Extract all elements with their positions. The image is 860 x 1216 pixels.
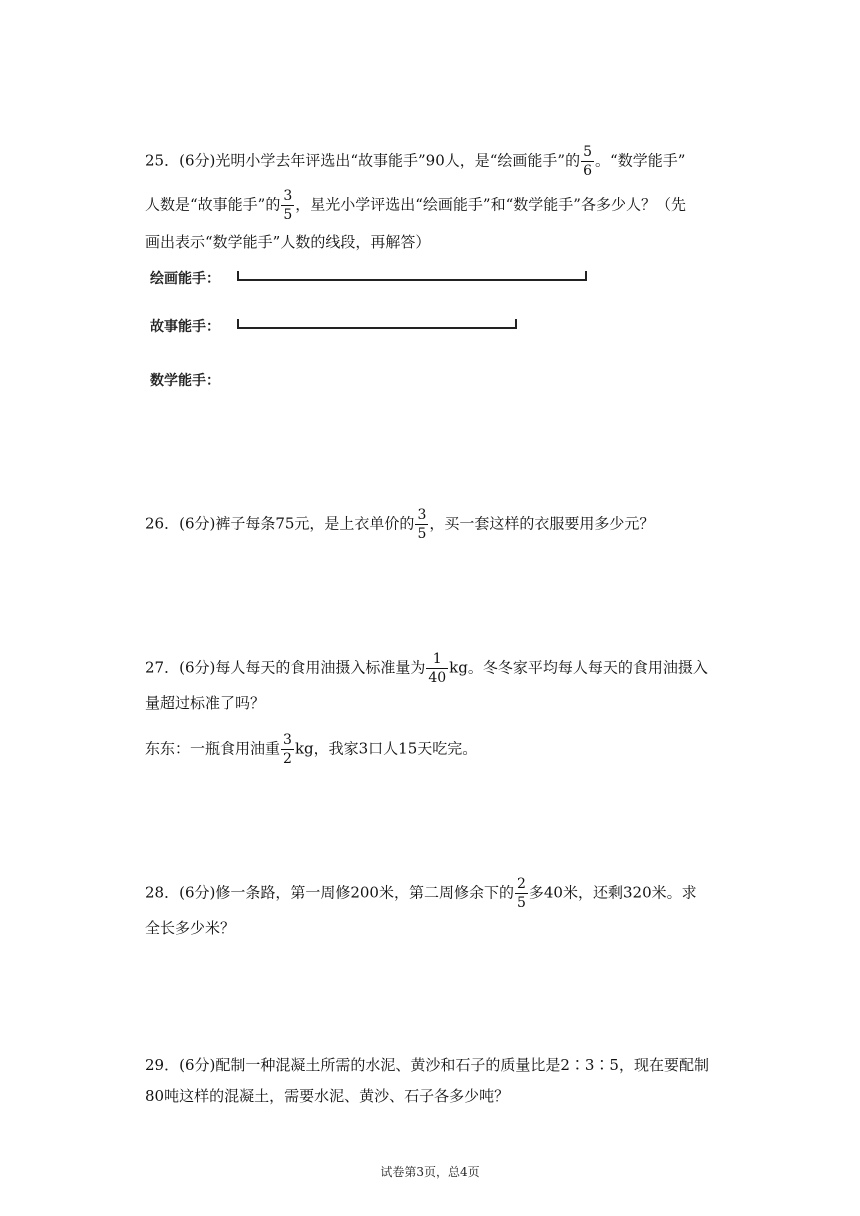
q26-fraction-3-5: $\frac{3}{5}$ <box>417 507 427 542</box>
q28-text-1b: 多40米，还剩320米。求 <box>528 883 697 902</box>
q27-fraction-3-2: $\frac{3}{2}$ <box>283 732 292 767</box>
q27-text-2: 量超过标准了吗？ <box>145 694 266 712</box>
q29-line-2 <box>145 1086 509 1106</box>
q27-text-3a: 东东：一瓶食用油重 <box>145 739 281 758</box>
q28-line-2 <box>145 918 235 938</box>
q26-line <box>145 508 654 541</box>
q25-text-3: 画出表示“数学能手”人数的线段，再解答） <box>145 233 431 251</box>
q28-fraction-2-5: $\frac{2}{5}$ <box>516 876 526 911</box>
q27-line-3 <box>145 733 477 766</box>
q26-text-b: ，买一套这样的衣服要用多少元？ <box>429 514 655 533</box>
q25-text-1b: 。“数学能手” <box>595 151 686 170</box>
q27-line-1 <box>145 652 708 685</box>
q25-line-3 <box>145 232 430 252</box>
q27-fraction-1-40: $\frac{1}{40}$ <box>428 651 447 686</box>
q26-text-a: 26．(6分)裤子每条75元，是上衣单价的 <box>145 514 415 533</box>
q29-line-1 <box>145 1055 709 1075</box>
q28-text-1a: 28．(6分)修一条路，第一周修200米，第二周修余下的 <box>145 883 514 902</box>
math-label: 数学能手： <box>150 373 220 389</box>
q25-line-1 <box>145 145 685 178</box>
q29-text-2: 80吨这样的混凝土，需要水泥、黄沙、石子各多少吨？ <box>145 1087 510 1105</box>
q27-text-3b: kg，我家3口人15天吃完。 <box>294 739 478 758</box>
q27-text-1b: kg。冬冬家平均每人每天的食用油摄入 <box>449 658 708 677</box>
page-footer: 试卷第3页，总4页 <box>380 1165 480 1179</box>
q25-fraction-5-6: $\frac{5}{6}$ <box>583 144 593 179</box>
painting-label: 绘画能手： <box>150 271 220 287</box>
q29-text-1: 29．(6分)配制一种混凝土所需的水泥、黄沙和石子的质量比是2∶3∶5，现在要配制 <box>145 1056 709 1074</box>
q27-text-1a: 27．(6分)每人每天的食用油摄入标准量为 <box>145 658 426 677</box>
q25-text-2b: ，星光小学评选出“绘画能手”和“数学能手”各多少人？（先 <box>295 195 686 214</box>
painting-segment <box>237 271 587 281</box>
q28-text-2: 全长多少米？ <box>145 919 236 937</box>
q27-line-2 <box>145 693 265 713</box>
q25-text-1a: 25．(6分)光明小学去年评选出“故事能手”90人，是“绘画能手”的 <box>145 151 581 170</box>
q25-line-2 <box>145 189 686 222</box>
story-label: 故事能手： <box>150 319 220 335</box>
story-segment <box>237 319 517 329</box>
q25-fraction-3-5: $\frac{3}{5}$ <box>283 188 293 223</box>
q25-text-2a: 人数是“故事能手”的 <box>145 195 281 214</box>
q28-line-1 <box>145 877 697 910</box>
